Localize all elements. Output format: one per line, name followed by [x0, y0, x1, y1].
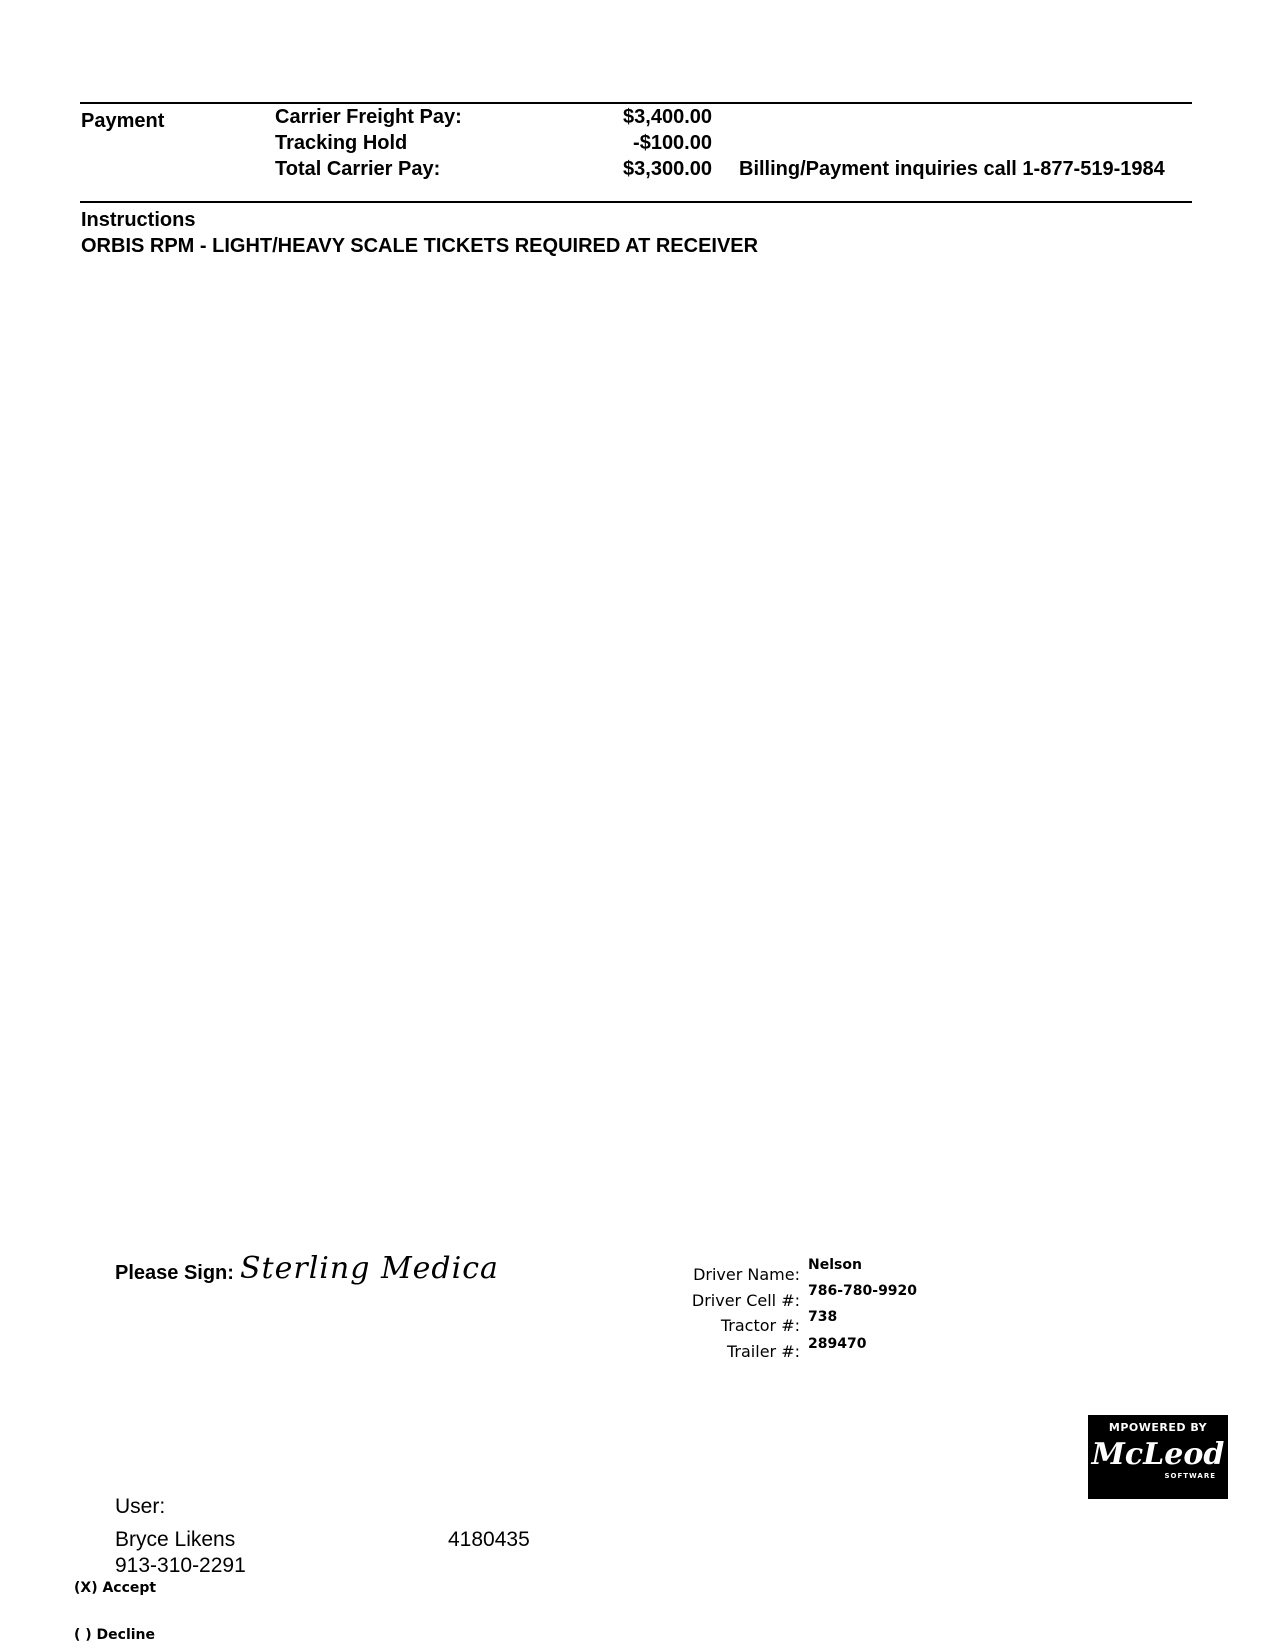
- total-carrier-pay-label: Total Carrier Pay:: [275, 158, 441, 180]
- driver-name-value: Nelson: [808, 1257, 862, 1273]
- payment-bottom-divider: [80, 201, 1192, 203]
- carrier-freight-pay-amount: $3,400.00: [623, 106, 712, 128]
- decline-option: ( ) Decline: [74, 1627, 156, 1643]
- tractor-label: Tractor #:: [720, 1316, 800, 1335]
- trailer-value: 289470: [808, 1336, 867, 1352]
- user-label: User:: [115, 1495, 166, 1518]
- payment-section-label: Payment: [81, 110, 165, 132]
- trailer-label: Trailer #:: [727, 1342, 800, 1361]
- user-phone: 913-310-2291: [115, 1554, 246, 1577]
- instructions-heading: Instructions: [81, 209, 196, 231]
- please-sign-label: Please Sign:: [115, 1262, 234, 1284]
- instructions-text: ORBIS RPM - LIGHT/HEAVY SCALE TICKETS REQUIRED AT RECEIVER: [81, 235, 759, 257]
- tractor-value: 738: [808, 1309, 838, 1325]
- logo-top-text: MPOWERED BY: [1108, 1421, 1208, 1434]
- tracking-hold-label: Tracking Hold: [275, 132, 408, 154]
- mcleod-software-logo: [1088, 1415, 1228, 1499]
- driver-name-label: Driver Name:: [693, 1265, 800, 1284]
- user-name: Bryce Likens: [115, 1528, 236, 1551]
- billing-inquiry-note: Billing/Payment inquiries call 1-877-519-1984: [739, 158, 1165, 180]
- carrier-freight-pay-label: Carrier Freight Pay:: [275, 106, 462, 128]
- handwritten-signature: Sterling Medica: [240, 1251, 499, 1286]
- tracking-hold-amount: -$100.00: [633, 132, 712, 154]
- driver-cell-value: 786-780-9920: [808, 1283, 918, 1299]
- driver-cell-label: Driver Cell #:: [691, 1291, 800, 1310]
- accept-option: (X) Accept: [74, 1580, 157, 1596]
- top-divider: [80, 102, 1192, 104]
- user-id: 4180435: [448, 1528, 530, 1551]
- logo-sub-text: SOFTWARE: [1164, 1472, 1216, 1480]
- total-carrier-pay-amount: $3,300.00: [623, 158, 712, 180]
- logo-brand-text: McLeod: [1091, 1437, 1225, 1472]
